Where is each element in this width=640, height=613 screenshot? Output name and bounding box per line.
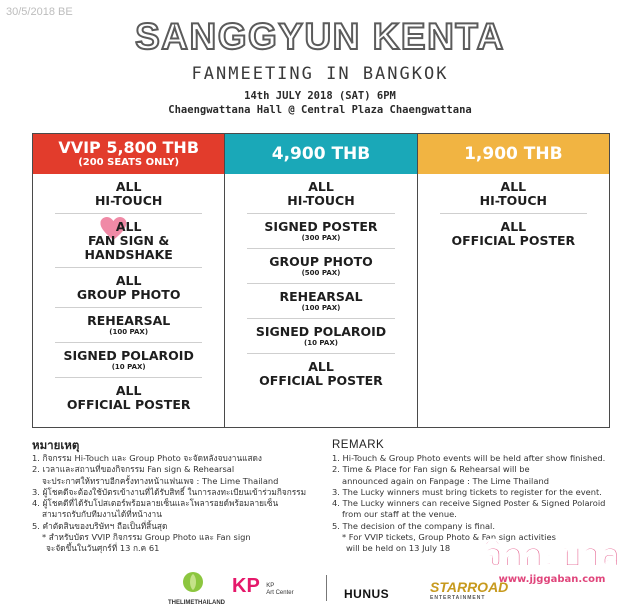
starroad-logo: STARROAD ENTERTAINMENT: [430, 579, 509, 601]
benefit-item: ALL FAN SIGN & HANDSHAKE: [55, 214, 202, 268]
remark-line: 2. เวลาและสถานที่ของกิจกรรม Fan sign & Rehearsal: [32, 464, 235, 475]
remark-line: 2. Time & Place for Fan sign & Rehearsal will be: [332, 464, 530, 475]
benefit-list: [418, 174, 609, 253]
site-watermark-url: www.jjggaban.com: [498, 574, 606, 585]
page-title: SANGGYUN KENTA: [135, 16, 505, 57]
remark-line: 1. กิจกรรม Hi-Touch และ Group Photo จะจัดหลังจบงานแสดง: [32, 453, 262, 463]
remark-line: 4. The Lucky winners can receive Signed Poster & Signed Polaroid: [332, 498, 606, 509]
benefit-item: SIGNED POSTER (300 PAX): [247, 214, 394, 249]
remark-line: from our staff at the venue.: [342, 509, 457, 520]
site-watermark: [472, 536, 632, 585]
remark-line: จะประกาศให้ทราบอีกครั้งทางหน้าแฟนเพจ : The Lime Thailand: [42, 475, 279, 486]
benefit-list: [33, 174, 224, 417]
benefit-item: ALL OFFICIAL POSTER: [66, 383, 191, 412]
benefit-item: REHEARSAL (100 PAX): [55, 308, 202, 343]
tier-price: 1,900 THB: [464, 144, 563, 164]
tier-vvip-header: [33, 134, 224, 174]
remarks-thai-heading: หมายเหตุ: [32, 438, 80, 452]
lime-thailand-logo: THELIMETHAILAND: [168, 571, 218, 606]
benefit-item: ALL OFFICIAL POSTER: [259, 359, 383, 388]
remark-line: 1. Hi-Touch & Group Photo events will be held after show finished.: [332, 453, 606, 463]
benefit-list: [225, 174, 416, 393]
event-date: 14th JULY 2018 (SAT) 6PM: [244, 90, 396, 102]
kp-mark: KP: [232, 575, 260, 597]
tier-1900: [418, 134, 609, 427]
remark-line: 3. ผู้โชคดีจะต้องใช้บัตรเข้างานที่ได้รับสิทธิ์ ในการลงทะเบียนเข้าร่วมกิจกรรม: [32, 486, 307, 497]
tier-vvip: [33, 134, 225, 427]
remark-line: * For VVIP tickets, Group Photo & Fan sign activities: [342, 532, 556, 543]
remark-line: 5. The decision of the company is final.: [332, 520, 496, 531]
hunus-logo: HUNUS: [344, 587, 390, 601]
footer-divider: [326, 575, 327, 601]
tier-4900-header: [225, 134, 416, 174]
ticket-tiers-table: [32, 133, 610, 428]
tier-1900-header: [418, 134, 609, 174]
remark-line: 4. ผู้โชคดีที่ได้รับโปสเตอร์พร้อมลายเซ็นและโพลารอยด์พร้อมลายเซ็น: [32, 498, 279, 509]
benefit-item: SIGNED POLAROID (10 PAX): [247, 319, 394, 354]
site-watermark-text: จิกกะบาล: [483, 535, 621, 574]
event-venue: Chaengwattana Hall @ Central Plaza Chaengwattana: [168, 104, 472, 116]
remark-line: 3. The Lucky winners must bring tickets to register for the event.: [332, 486, 602, 497]
tier-seats: (200 SEATS ONLY): [78, 157, 180, 168]
remarks-thai: [32, 438, 312, 555]
remark-line: จะจัดขึ้นในวันศุกร์ที่ 13 ก.ค 61: [46, 543, 160, 554]
benefit-item: ALL HI-TOUCH: [440, 174, 587, 214]
kp-art-center-logo: KP KP Art Center: [232, 575, 294, 597]
benefit-item: ALL HI-TOUCH: [55, 174, 202, 214]
tier-price: 4,900 THB: [271, 144, 371, 164]
lime-icon: [182, 571, 204, 593]
benefit-item: ALL OFFICIAL POSTER: [451, 219, 576, 248]
date-watermark: 30/5/2018 BE: [6, 6, 73, 18]
remark-line: * สำหรับบัตร VVIP กิจกรรม Group Photo และ Fan sign: [42, 532, 251, 543]
page-subtitle: FANMEETING IN BANGKOK: [191, 64, 449, 84]
tier-price: VVIP 5,800 THB: [58, 138, 200, 157]
benefit-item: ALL GROUP PHOTO: [55, 268, 202, 308]
benefit-item: SIGNED POLAROID (10 PAX): [55, 343, 202, 378]
remarks-english-heading: REMARK: [332, 439, 385, 451]
remark-line: will be held on 13 July 18: [346, 543, 451, 554]
remark-line: สามารถรับกับทีมงานได้ที่หน้างาน: [42, 509, 162, 520]
benefit-item: GROUP PHOTO (500 PAX): [247, 249, 394, 284]
tier-4900: [225, 134, 417, 427]
benefit-item: REHEARSAL (100 PAX): [247, 284, 394, 319]
remark-line: 5. คำตัดสินของบริษัทฯ ถือเป็นที่สิ้นสุด: [32, 520, 168, 531]
remark-line: announced again on Fanpage : The Lime Thailand: [342, 475, 549, 486]
benefit-item: ALL HI-TOUCH: [247, 174, 394, 214]
